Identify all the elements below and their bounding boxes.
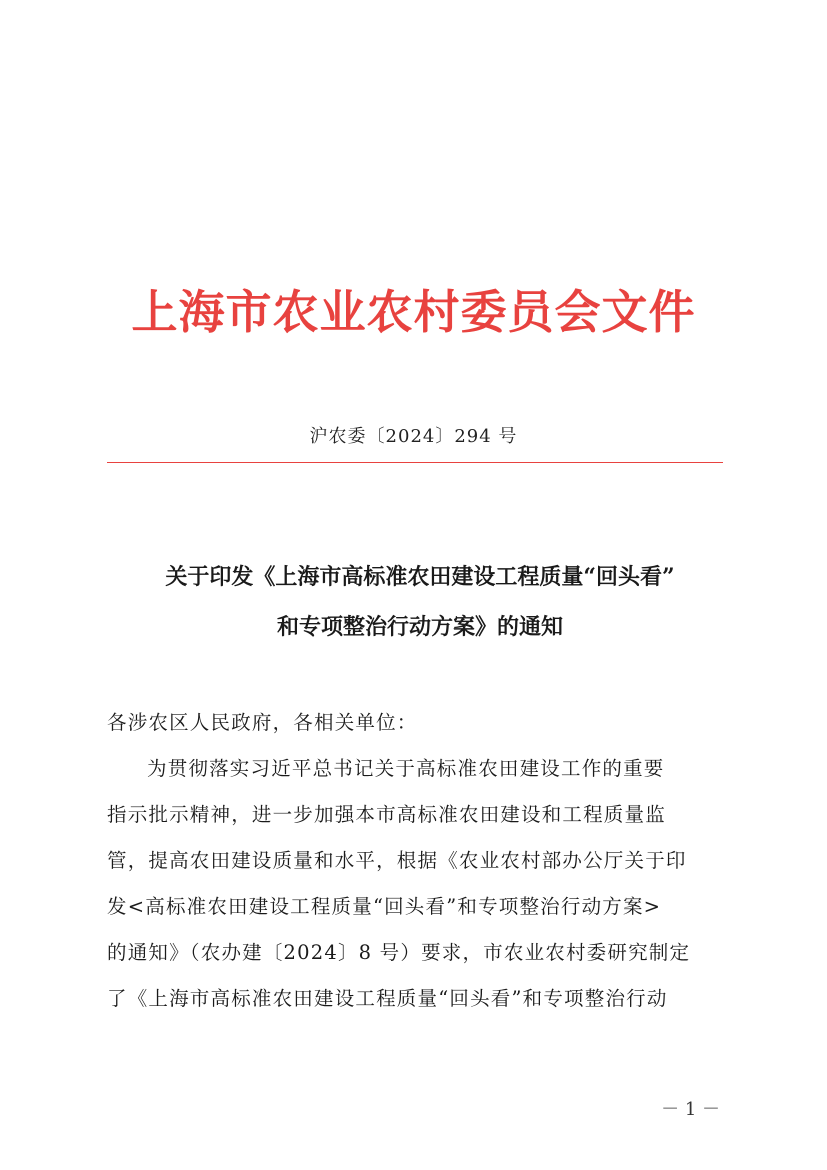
- salutation: 各涉农区人民政府，各相关单位：: [107, 711, 418, 734]
- body-line: 的通知》（农办建〔2024〕8 号）要求，市农业农村委研究制定: [107, 941, 691, 964]
- letterhead-title: 上海市农业农村委员会文件: [131, 285, 696, 339]
- body-text: [107, 700, 727, 1022]
- body-line: 指示批示精神，进一步加强本市高标准农田建设和工程质量监: [107, 803, 666, 826]
- notice-title-line-1: 关于印发《上海市高标准农田建设工程质量“回头看”: [165, 564, 675, 590]
- document-number: 沪农委〔2024〕294 号: [309, 426, 518, 447]
- notice-title-line-2: 和专项整治行动方案》的通知: [276, 614, 563, 640]
- body-line: 了《上海市高标准农田建设工程质量“回头看”和专项整治行动: [107, 987, 668, 1010]
- body-line: 为贯彻落实习近平总书记关于高标准农田建设工作的重要: [147, 757, 665, 780]
- page-number: － 1 －: [661, 1099, 720, 1120]
- notice-title: [90, 552, 750, 652]
- body-line: 管，提高农田建设质量和水平，根据《农业农村部办公厅关于印: [107, 849, 687, 872]
- body-line: 发<高标准农田建设工程质量“回头看”和专项整治行动方案>: [107, 895, 662, 918]
- red-divider-line: [107, 462, 723, 463]
